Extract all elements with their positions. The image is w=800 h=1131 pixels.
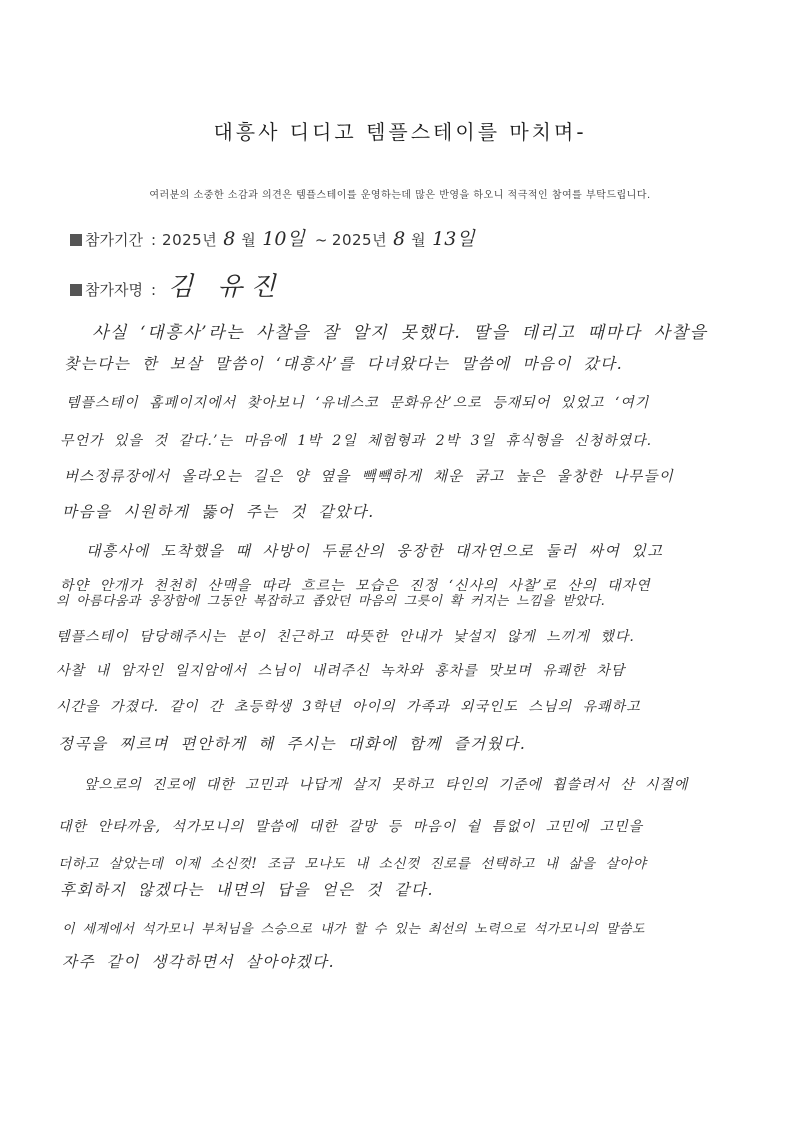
end-year: 2025년 <box>331 231 388 249</box>
body-line-17: 후회하지 않겠다는 내면의 답을 얻은 것 같다. <box>60 881 435 899</box>
document-title: 대흥사 디디고 템플스테이를 마치며- <box>213 120 587 144</box>
start-day: 10일 <box>262 228 305 250</box>
start-month-unit: 월 <box>241 231 257 249</box>
body-line-6: 마음을 시원하게 뚫어 주는 것 같았다. <box>62 503 375 521</box>
end-month-unit: 월 <box>411 231 427 249</box>
body-line-16: 더하고 살았는데 이제 소신껏! 조금 모나도 내 소신껏 진로를 선택하고 내 삶을 살아야 <box>58 856 647 872</box>
start-month-number: 8 <box>223 228 236 250</box>
participant-name: 김 유진 <box>168 272 284 302</box>
body-line-18: 이 세계에서 석가모니 부처님을 스승으로 내가 할 수 있는 최선의 노력으로 석가모니의 말씀도 <box>62 922 645 937</box>
body-line-13: 정곡을 찌르며 편안하게 해 주시는 대화에 함께 즐거웠다. <box>58 735 527 753</box>
start-year: 2025년 <box>162 231 218 249</box>
body-line-2: 찾는다는 한 보살 말씀이 ‘대흥사’를 다녀왔다는 말씀에 마음이 갔다. <box>64 355 624 373</box>
end-month-number: 8 <box>393 228 406 250</box>
body-line-3: 템플스테이 홈페이지에서 찾아보니 ‘유네스코 문화유산’으로 등재되어 있었고 ‘여기 <box>66 395 650 411</box>
body-line-10: 템플스테이 담당해주시는 분이 친근하고 따뜻한 안내가 낯설지 않게 느끼게 했다. <box>56 629 635 645</box>
body-line-19: 자주 같이 생각하면서 살아야겠다. <box>62 953 336 971</box>
body-line-8: 하얀 안개가 천천히 산맥을 따라 흐르는 모습은 진정 ‘신사의 사찰’로 산의 대자연 <box>60 578 651 594</box>
period-separator: ~ <box>314 231 328 249</box>
participant-label: 참가자명 <box>85 281 143 299</box>
body-line-14: 앞으로의 진로에 대한 고민과 나답게 살지 못하고 타인의 기준에 휩쓸려서 산 시절에 <box>84 777 689 793</box>
body-line-5: 버스정류장에서 올라오는 길은 양 옆을 빽빽하게 채운 굵고 높은 울창한 나무들이 <box>64 469 674 485</box>
body-line-15: 대한 안타까움, 석가모니의 말씀에 대한 갈망 등 마음이 쉴 틈없이 고민에 고민을 <box>58 819 644 835</box>
period-colon: : <box>150 231 157 249</box>
body-line-11: 사찰 내 암자인 일지암에서 스님이 내려주신 녹차와 홍차를 맛보며 유쾌한 차담 <box>56 663 626 679</box>
period-label: 참가기간 <box>85 231 143 249</box>
participant-colon: : <box>150 281 157 299</box>
body-line-4: 무언가 있을 것 같다.’는 마음에 1박 2일 체험형과 2박 3일 휴식형을 신청하였다. <box>60 433 653 449</box>
body-line-12: 시간을 가졌다. 같이 간 초등학생 3학년 아이의 가족과 외국인도 스님의 유쾌하고 <box>56 699 641 715</box>
notice-text: 여러분의 소중한 소감과 의견은 템플스테이를 운영하는데 많은 반영을 하오니 적극적인 참여를 부탁드립니다. <box>149 190 651 201</box>
body-line-7: 대흥사에 도착했을 때 사방이 두륜산의 웅장한 대자연으로 둘러 싸여 있고 <box>86 542 664 560</box>
body-line-9: 의 아름다움과 웅장함에 그동안 복잡하고 좁았던 마음의 그릇이 확 커지는 느낌을 받았다. <box>56 594 606 609</box>
end-day: 13일 <box>432 228 475 250</box>
body-line-1: 사실 ‘대흥사’라는 사찰을 잘 알지 못했다. 딸을 데리고 때마다 사찰을 <box>92 323 708 343</box>
